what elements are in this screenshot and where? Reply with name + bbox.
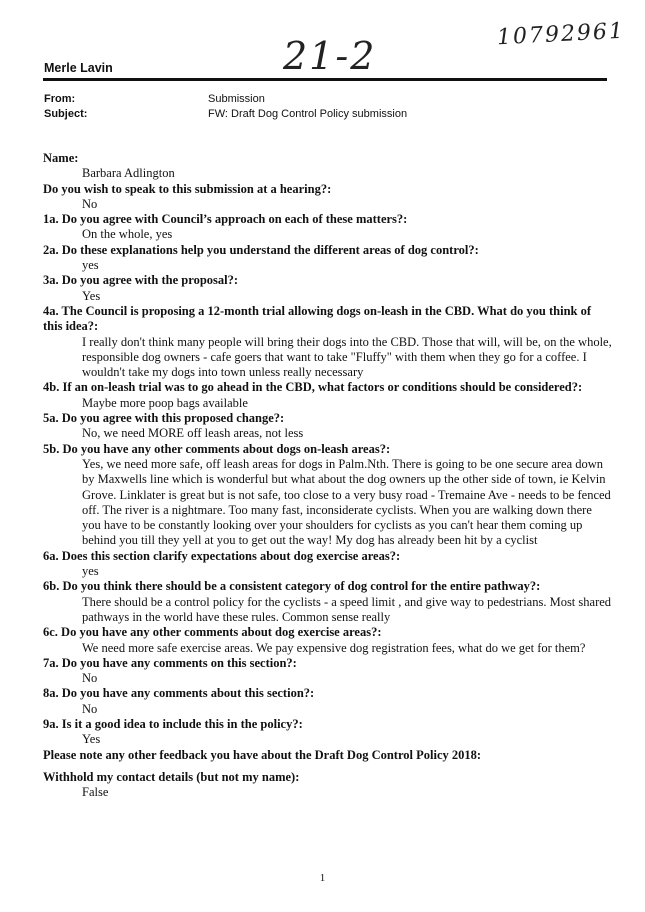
answer-2a: yes [82,258,99,273]
from-label: From: [44,93,76,105]
qa-hearing [43,182,613,213]
question-6b: 6b. Do you think there should be a consistent category of dog control for the entire pathway?: [43,579,541,594]
answer-3a: Yes [82,288,101,303]
answer-6c: We need more safe exercise areas. We pay expensive dog registration fees, what do we get for them? [82,640,586,655]
question-withhold: Withhold my contact details (but not my name): [43,769,300,784]
subject-value: FW: Draft Dog Control Policy submission [208,108,408,120]
qa-name [43,151,613,182]
answer-4b: Maybe more poop bags available [82,395,248,410]
question-hearing: Do you wish to speak to this submission at a hearing?: [43,181,332,196]
qa-4b [43,380,613,411]
qa-8a [43,686,613,717]
question-4b: 4b. If an on-leash trial was to go ahead in the CBD, what factors or conditions should be considered?: [43,380,583,395]
qa-6c [43,625,613,656]
question-7a: 7a. Do you have any comments on this section?: [43,655,297,670]
question-9a: 9a. Is it a good idea to include this in the policy?: [43,716,303,731]
submission-body [43,151,613,800]
page-number: 1 [319,872,326,884]
answer-7a: No [82,671,98,686]
answer-4a: I really don't think many people will bring their dogs into the CBD. Those that will, will be, on the whole, responsible dog owners - cafe goers that want to take "Fluffy" with them when they go for a coffee. I wouldn't take my dogs into town unless really necessary [82,334,612,380]
qa-6b [43,579,613,625]
qa-5a [43,411,613,442]
qa-7a [43,656,613,687]
answer-withhold: False [82,785,109,800]
question-5a: 5a. Do you agree with this proposed change?: [43,411,285,426]
qa-1a [43,212,613,243]
header-rule [43,78,607,81]
sender-name: Merle Lavin [44,61,113,75]
question-6a: 6a. Does this section clarify expectations about dog exercise areas?: [43,548,401,563]
question-5b: 5b. Do you have any other comments about dogs on-leash areas?: [43,441,391,456]
answer-5a: No, we need MORE off leash areas, not less [82,426,304,441]
answer-8a: No [82,701,98,716]
answer-hearing: No [82,196,98,211]
question-4a: 4a. The Council is proposing a 12-month trial allowing dogs on-leash in the CBD. What do you think of this idea?: [43,303,592,334]
answer-9a: Yes [82,732,101,747]
answer-6a: yes [82,564,99,579]
qa-4a [43,304,613,380]
qa-6a [43,549,613,580]
question-2a: 2a. Do these explanations help you understand the different areas of dog control?: [43,242,479,257]
question-1a: 1a. Do you agree with Council’s approach on each of these matters?: [43,212,408,227]
qa-withhold [43,770,613,801]
handwritten-reference: 10792961 [496,18,626,51]
answer-name: Barbara Adlington [82,166,175,181]
answer-5b: Yes, we need more safe, off leash areas for dogs in Palm.Nth. There is going to be one secure area down by Maxwells line which is wonderful but what about the dog owners up the other side of town, ie Kelvin Grove. Linklater is great but is not safe, too close to a very busy road - Tremaine Ave - needs to be fenced off. The river is a nightmare. Too many fast, inconsiderate cyclists. When you are walking down there you have to be constantly looking over your shoulders for cyclists as you can't hear them coming up behind you till they yell at you to get out the way! My dog has already been hit by a cyclist [82,456,611,548]
qa-feedback [43,748,613,763]
handwritten-number: 21-2 [283,34,377,78]
question-6c: 6c. Do you have any other comments about dog exercise areas?: [43,625,382,640]
qa-3a [43,273,613,304]
question-feedback: Please note any other feedback you have about the Draft Dog Control Policy 2018: [43,747,482,762]
qa-2a [43,243,613,274]
qa-9a [43,717,613,748]
question-name: Name: [43,151,79,165]
from-value: Submission [208,93,265,105]
answer-6b: There should be a control policy for the cyclists - a speed limit , and give way to pedestrians. Most shared pathways in the world have these rules. Common sense really [82,594,612,624]
subject-label: Subject: [44,108,88,120]
qa-5b [43,442,613,549]
question-3a: 3a. Do you agree with the proposal?: [43,273,239,288]
question-8a: 8a. Do you have any comments about this section?: [43,686,315,701]
answer-1a: On the whole, yes [82,227,173,242]
